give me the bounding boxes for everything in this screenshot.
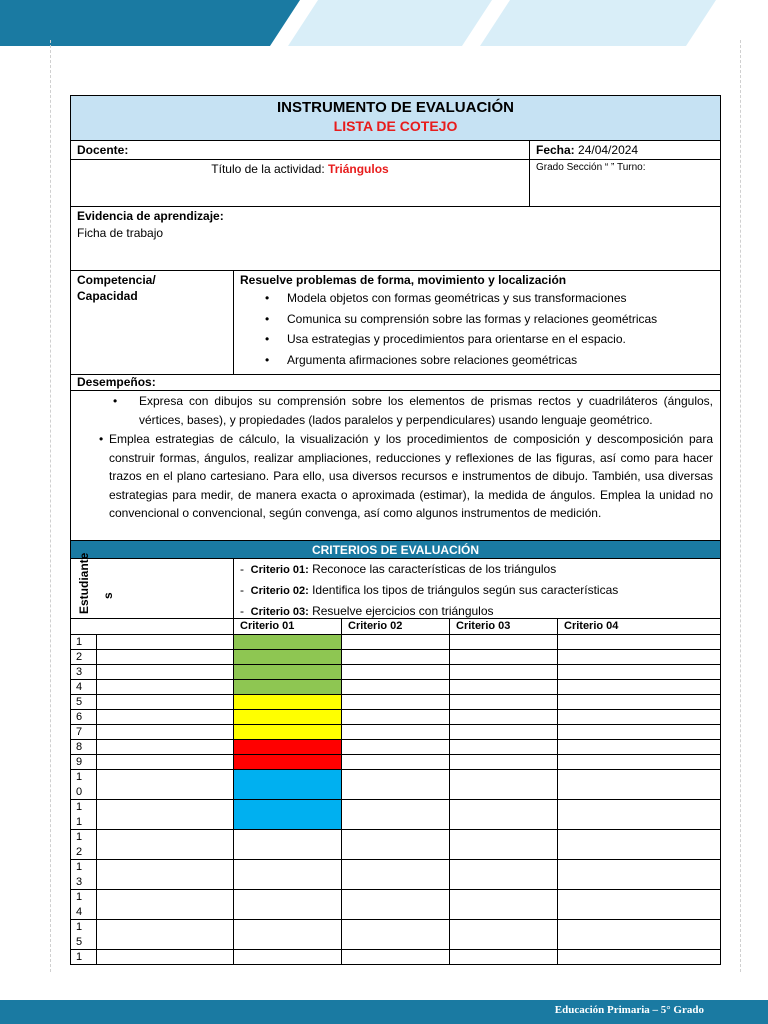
criterio-cell[interactable]: [558, 890, 720, 919]
footer-bar: [0, 1000, 768, 1024]
criterio-cell[interactable]: [234, 665, 342, 679]
competencia-content: [233, 271, 720, 374]
criterio-cell[interactable]: [234, 950, 342, 964]
criterio-cell[interactable]: [558, 635, 720, 649]
student-name-cell[interactable]: [97, 890, 234, 919]
student-number: 8: [71, 740, 97, 754]
student-name-cell[interactable]: [97, 920, 234, 949]
empty-corner: [71, 619, 234, 634]
criterio-cell[interactable]: [450, 680, 558, 694]
fecha-cell: [529, 141, 720, 159]
column-header: Criterio 04: [564, 620, 619, 632]
criterio-cell[interactable]: [342, 665, 450, 679]
criterio-cell[interactable]: [558, 680, 720, 694]
table-row: [71, 695, 720, 710]
criterio-cell[interactable]: [234, 650, 342, 664]
criterio-cell[interactable]: [558, 770, 720, 799]
criterio-cell[interactable]: [450, 890, 558, 919]
table-row: [71, 950, 720, 964]
table-row: [71, 890, 720, 920]
student-name-cell[interactable]: [97, 665, 234, 679]
evidencia-value: Ficha de trabajo: [77, 226, 164, 240]
table-row: [71, 920, 720, 950]
student-number: 3: [71, 665, 97, 679]
capacidad-item: • Modela objetos con formas geométricas y sus transformaciones: [240, 288, 714, 309]
left-margin-line: [50, 40, 51, 972]
criterio-cell[interactable]: [450, 755, 558, 769]
student-name-cell[interactable]: [97, 860, 234, 889]
table-row: [71, 725, 720, 740]
criterio-cell[interactable]: [342, 755, 450, 769]
criterio-cell[interactable]: [342, 650, 450, 664]
column-header: Criterio 03: [450, 619, 558, 634]
criterio-cell[interactable]: [342, 950, 450, 964]
table-row: [71, 740, 720, 755]
criterio-cell[interactable]: [342, 920, 450, 949]
criterio-cell[interactable]: [234, 710, 342, 724]
student-name-cell[interactable]: [97, 950, 234, 964]
criterio-cell[interactable]: [558, 920, 720, 949]
student-name-cell[interactable]: [97, 635, 234, 649]
student-name-cell[interactable]: [97, 650, 234, 664]
student-number: 5: [71, 695, 97, 709]
criterio-cell[interactable]: [558, 710, 720, 724]
criterio-cell[interactable]: [342, 710, 450, 724]
criterio-cell[interactable]: [558, 725, 720, 739]
criterio-cell[interactable]: [342, 800, 450, 829]
actividad-row: [71, 160, 720, 207]
student-name-cell[interactable]: [97, 770, 234, 799]
criterio-cell[interactable]: [450, 920, 558, 949]
criterio-cell[interactable]: [450, 830, 558, 859]
capacidades-list: [240, 288, 714, 370]
student-number: 7: [71, 725, 97, 739]
student-number: 2: [71, 650, 97, 664]
bullet-icon: •: [99, 432, 104, 446]
criterio-cell[interactable]: [558, 860, 720, 889]
criterio-cell[interactable]: [234, 635, 342, 649]
criterio-cell[interactable]: [342, 725, 450, 739]
criterio-cell[interactable]: [342, 740, 450, 754]
banner-stripe-dark: [0, 0, 300, 46]
criterio-cell[interactable]: [342, 680, 450, 694]
student-name-cell[interactable]: [97, 800, 234, 829]
desempeno-item: • Emplea estrategias de cálculo, la visualización y los procedimientos de composición y descomposición para construir formas, ángulos, realizar ampliaciones, reducciones y reflexiones de las figuras, así como para hacer trazos en el plano cartesiano. Para ello, usa diversos recursos e instrumentos de dibujo. También, usa diversas estrategias para medir, de manera exacta o aproximada (estimar), la medida de ángulos. Emplea la unidad no convencional o convencional, según convenga, así como algunos instrumentos de medición.: [99, 432, 713, 520]
student-number: 1: [71, 950, 97, 964]
desempeno-item: • Expresa con dibujos su comprensión sobre los elementos de prismas rectos y cuadriláteros (ángulos, vértices, bases), y propiedades (lados paralelos y perpendiculares) usando lenguaje geométrico.: [113, 394, 713, 427]
banner-stripe-light-1: [288, 0, 492, 46]
criterio-item: - Criterio 03: Resuelve ejercicios con triángulos: [240, 604, 494, 618]
document-title: INSTRUMENTO DE EVALUACIÓN: [277, 99, 514, 116]
fecha-label: Fecha:: [536, 143, 575, 157]
criterio-cell[interactable]: [450, 665, 558, 679]
criterio-cell[interactable]: [342, 860, 450, 889]
criterio-cell[interactable]: [450, 710, 558, 724]
criterio-cell[interactable]: [342, 770, 450, 799]
criterio-cell[interactable]: [342, 830, 450, 859]
evaluation-sheet: [70, 95, 721, 965]
criterio-cell[interactable]: [234, 695, 342, 709]
capacidad-item: • Argumenta afirmaciones sobre relaciones geométricas: [240, 350, 714, 371]
actividad-value: Triángulos: [328, 162, 389, 176]
student-number: 1 3: [71, 860, 97, 889]
criterio-cell[interactable]: [558, 665, 720, 679]
banner-stripe-light-2: [480, 0, 716, 46]
table-row: [71, 680, 720, 695]
desempenos-label-row: [71, 375, 720, 391]
student-number: 1: [71, 635, 97, 649]
student-name-cell[interactable]: [97, 710, 234, 724]
docente-label: Docente:: [77, 143, 129, 157]
student-number: 4: [71, 680, 97, 694]
student-name-cell[interactable]: [97, 725, 234, 739]
table-row: [71, 755, 720, 770]
criterio-cell[interactable]: [558, 755, 720, 769]
student-name-cell[interactable]: [97, 680, 234, 694]
criterio-cell[interactable]: [234, 800, 342, 829]
table-row: [71, 665, 720, 680]
right-margin-line: [740, 40, 741, 972]
competencia-title: Resuelve problemas de forma, movimiento y localización: [240, 273, 567, 287]
competencia-label: [71, 271, 233, 374]
criterios-columns-row: [71, 619, 720, 635]
student-number: 1 5: [71, 920, 97, 949]
criterios-description-row: [71, 552, 720, 619]
document-subtitle: LISTA DE COTEJO: [333, 118, 458, 134]
student-number: 1 0: [71, 770, 97, 799]
criterios-list: [233, 559, 720, 618]
criterio-cell[interactable]: [450, 740, 558, 754]
table-row: [71, 635, 720, 650]
criterio-cell[interactable]: [558, 650, 720, 664]
criterio-cell[interactable]: [558, 950, 720, 964]
criterio-cell[interactable]: [558, 740, 720, 754]
criterio-cell[interactable]: [558, 800, 720, 829]
criterio-cell[interactable]: [450, 800, 558, 829]
top-banner: [0, 0, 768, 48]
evidencia-label: Evidencia de aprendizaje:: [77, 209, 224, 223]
competencia-row: [71, 271, 720, 375]
criterio-cell[interactable]: [450, 950, 558, 964]
criterio-cell[interactable]: [342, 635, 450, 649]
competencia-label-line2: Capacidad: [77, 289, 138, 303]
criterio-item: - Criterio 02: Identifica los tipos de triángulos según sus características: [240, 583, 619, 597]
student-name-cell[interactable]: [97, 830, 234, 859]
table-row: [71, 650, 720, 665]
footer-text: Educación Primaria – 5° Grado: [554, 1004, 704, 1016]
criterio-cell[interactable]: [234, 830, 342, 859]
desempenos-content: [71, 391, 720, 541]
criterio-cell[interactable]: [450, 695, 558, 709]
estudiantes-header-cell: [71, 552, 233, 618]
criterio-cell[interactable]: [558, 695, 720, 709]
evidencia-row: [71, 207, 720, 271]
criterio-cell[interactable]: [342, 695, 450, 709]
grado-cell: Grado Sección “ ” Turno:: [529, 160, 720, 206]
criterio-cell[interactable]: [450, 650, 558, 664]
title-block: [71, 96, 720, 141]
table-row: [71, 860, 720, 890]
table-row: [71, 830, 720, 860]
student-number: 1 4: [71, 890, 97, 919]
desempenos-label: Desempeños:: [77, 375, 156, 389]
criterio-cell[interactable]: [234, 860, 342, 889]
column-header: Criterio 02: [342, 619, 450, 634]
student-name-cell[interactable]: [97, 755, 234, 769]
criterio-cell[interactable]: [234, 680, 342, 694]
student-number: 6: [71, 710, 97, 724]
criterio-cell[interactable]: [450, 725, 558, 739]
student-number: 1 2: [71, 830, 97, 859]
student-name-cell[interactable]: [97, 695, 234, 709]
actividad-label: Título de la actividad:: [211, 162, 325, 176]
student-name-cell[interactable]: [97, 740, 234, 754]
table-row: [71, 800, 720, 830]
table-row: [71, 710, 720, 725]
student-number: 1 1: [71, 800, 97, 829]
capacidad-item: • Comunica su comprensión sobre las formas y relaciones geométricas: [240, 309, 714, 330]
student-rows: [71, 635, 720, 964]
criterio-cell[interactable]: [234, 890, 342, 919]
table-row: [71, 770, 720, 800]
criterio-cell[interactable]: [450, 860, 558, 889]
criterio-item: - Criterio 01: Reconoce las características de los triángulos: [240, 562, 557, 576]
criterio-cell[interactable]: [342, 890, 450, 919]
docente-row: [71, 141, 720, 160]
criterio-cell[interactable]: [234, 770, 342, 799]
bullet-icon: •: [113, 394, 118, 408]
criterio-cell[interactable]: [450, 770, 558, 799]
student-number: 9: [71, 755, 97, 769]
fecha-value: 24/04/2024: [578, 143, 639, 157]
criterio-cell[interactable]: [558, 830, 720, 859]
estudiantes-label: Estudiante: [77, 552, 91, 614]
criterio-cell[interactable]: [234, 755, 342, 769]
actividad-cell: [71, 160, 529, 206]
column-header: Criterio 01: [234, 619, 342, 634]
criterio-cell[interactable]: [450, 635, 558, 649]
estudiantes-label-suffix: s: [101, 592, 115, 599]
criterio-cell[interactable]: [234, 740, 342, 754]
criterio-cell[interactable]: [234, 920, 342, 949]
capacidad-item: • Usa estrategias y procedimientos para orientarse en el espacio.: [240, 329, 714, 350]
competencia-label-line1: Competencia/: [77, 273, 156, 287]
criterios-header: CRITERIOS DE EVALUACIÓN: [71, 541, 720, 559]
criterio-cell[interactable]: [234, 725, 342, 739]
